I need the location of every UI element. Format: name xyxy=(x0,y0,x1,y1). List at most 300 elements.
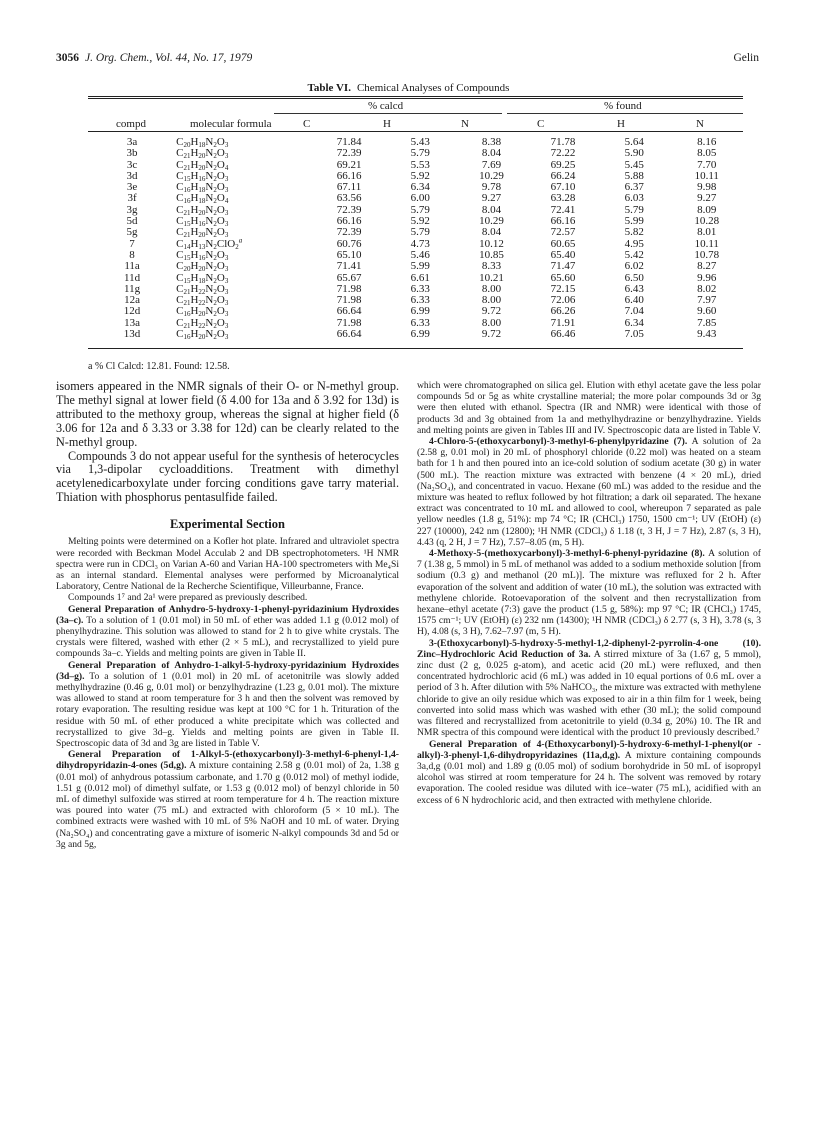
calcd-h-cell: 5.43 xyxy=(410,136,430,148)
found-c-cell: 66.16 xyxy=(550,215,576,228)
formula-element: C xyxy=(176,181,184,194)
compound-id: 3g xyxy=(126,203,138,216)
formula-element: ClO xyxy=(216,237,236,250)
formula-count: 2 xyxy=(213,220,217,229)
table-title: Chemical Analyses of Compounds xyxy=(356,82,510,94)
formula-count: 3 xyxy=(224,299,229,308)
formula-count: 15 xyxy=(183,174,191,183)
formula-count: 2 xyxy=(213,163,217,172)
formula-count: 2 xyxy=(213,321,217,330)
formula-element: N xyxy=(205,294,214,307)
formula-count: 3 xyxy=(224,220,229,229)
calcd-h-cell: 5.46 xyxy=(410,248,430,261)
paragraph: Compounds 1⁷ and 2a¹ were prepared as previously described. xyxy=(68,592,308,604)
formula-element: O xyxy=(216,226,225,239)
compound-id: 5d xyxy=(126,215,138,228)
found-c-cell: 72.06 xyxy=(550,294,576,307)
header-bottom-rule xyxy=(88,131,743,132)
formula-element: H xyxy=(190,203,199,216)
footnote-marker: a xyxy=(238,236,243,245)
formula-element: H xyxy=(190,248,199,261)
formula-element: H xyxy=(190,169,199,182)
col-header-found-c: C xyxy=(537,118,545,130)
found-n-cell: 7.85 xyxy=(697,316,717,329)
paragraph xyxy=(56,660,399,750)
formula-count: 2 xyxy=(213,141,217,149)
calcd-h-cell: 6.33 xyxy=(410,316,430,329)
table-label: Table VI. xyxy=(307,82,351,94)
compound-id: 12d xyxy=(123,305,141,318)
formula-count: 3 xyxy=(224,231,229,240)
calcd-c-cell: 71.98 xyxy=(336,316,362,329)
formula-count: 20 xyxy=(198,208,206,217)
calcd-n-cell: 9.78 xyxy=(481,181,502,194)
found-h-cell: 5.42 xyxy=(624,248,644,261)
analyses-table xyxy=(88,137,743,340)
formula-element: H xyxy=(190,305,199,318)
formula-count: 13 xyxy=(198,242,206,251)
calcd-n-cell: 9.72 xyxy=(481,305,502,318)
formula-count: 21 xyxy=(183,152,191,161)
table-top-rule-double xyxy=(88,98,743,99)
page-number: 3056 xyxy=(56,52,79,64)
formula-count: 2 xyxy=(213,276,217,285)
formula-count: 2 xyxy=(213,253,217,262)
calcd-c-cell: 72.39 xyxy=(336,147,362,160)
found-n-cell: 8.27 xyxy=(697,260,717,273)
formula-element: H xyxy=(190,226,199,239)
found-n-cell: 8.02 xyxy=(697,282,717,295)
compound-id: 11a xyxy=(124,260,140,273)
found-group-rule xyxy=(507,113,743,114)
molecular-formula xyxy=(176,329,312,340)
left-text-column xyxy=(56,380,399,850)
found-c-cell: 72.15 xyxy=(550,282,576,295)
calcd-n-cell: 8.00 xyxy=(481,316,502,329)
paragraph xyxy=(417,436,761,548)
formula-element: H xyxy=(190,237,199,250)
table-row xyxy=(88,227,743,238)
paragraph-body: A solution of 2a (2.58 g, 0.01 mol) in 20 mL of phosphoryl chloride (0.22 mol) was heated on a steam bath for 1 h and then poured into an ice-cold solution of sodium acetate (30 g) in water (500 mL). The reaction mixture was extracted with benzene (4 × 20 mL), dried (Na₂SO₄), and concentrated in vacuo. Hexane (60 mL) was added to the residue and the mixture was heated to reflux followed by hot filtration; a dark oil separated. The hexane extract was concentrated to 10 mL and allowed to cool, whereupon 7 separated as pale yellow needles (1.8 g, 51%): mp 74 °C; IR (CHCl₃) 1750, 1500 cm⁻¹; UV (EtOH) (ε) 227 (10000), 242 nm (12800); ¹H NMR (CDCl₃) δ 1.18 (t, 3 H, J = 7 Hz), 2.87 (s, 3 H), 4.43 (q, 2 H, J = 7 Hz), 7.57–8.05 (m, 5 H). xyxy=(417,436,761,548)
formula-count: 15 xyxy=(183,253,191,262)
found-h-cell: 4.95 xyxy=(624,237,644,250)
calcd-h-cell: 6.00 xyxy=(410,192,430,205)
calcd-n-cell: 8.00 xyxy=(481,282,502,295)
formula-count: 4 xyxy=(224,197,229,206)
author-name: Gelin xyxy=(733,52,759,64)
formula-element: N xyxy=(205,147,214,160)
calcd-n-cell: 10.21 xyxy=(479,271,504,284)
formula-count: 2 xyxy=(213,333,217,342)
formula-count: 2 xyxy=(213,265,217,274)
formula-count: 3 xyxy=(224,265,229,274)
formula-element: H xyxy=(190,316,199,329)
calcd-n-cell: 8.04 xyxy=(481,147,502,160)
formula-count: 2 xyxy=(213,242,217,251)
paragraph-body: To a solution of 1 (0.01 mol) in 50 mL of ether was added 1.1 g (0.012 mol) of phenylhydrazine. This solution was allowed to stand for 2 h to give white crystals. The crystals were filtered, washed with ether (2 × 5 mL), and recrystallized to yield pure compounds 3a–c. Yields and melting points are given in Table II. xyxy=(56,614,399,660)
formula-count: 3 xyxy=(224,186,229,195)
compound-id: 3e xyxy=(126,181,138,194)
found-h-cell: 6.02 xyxy=(624,260,644,273)
compound-id: 3a xyxy=(126,136,138,148)
paragraph-body: To a solution of 1 (0.01 mol) in 20 mL of acetonitrile was slowly added methylhydrazine (0.46 g, 0.01 mol) or benzylhydrazine (1.23 g, 0.01 mol). The mixture was allowed to stand at room temperature for 3 h and then the solvent was removed by rotary evaporation. The resulting residue was kept at 100 °C for 1 h. Trituration of the residue with 50 mL of ether produced a white precipitate which was collected and recrystallized to give 3d–g. Yields and melting points are given in Table II. Spectroscopic data of 3d and 3g are listed in Table V. xyxy=(56,670,399,750)
found-c-cell: 72.22 xyxy=(550,147,576,160)
calcd-h-cell: 5.53 xyxy=(410,158,430,171)
formula-count: 3 xyxy=(224,333,229,342)
table-row xyxy=(88,148,743,159)
paragraph: Melting points were determined on a Kofler hot plate. Infrared and ultraviolet spectra were recorded with Beckman Model Acculab 2 and DB spectrophotometers. ¹H NMR spectra were run in CDCl₃ on Varian A-60 and Varian HA-100 spectrometers with Me₄Si as an internal standard. Elemental analyses were performed by Microanalytical Laboratory, Centre National de la Recherche Scientifique, Villeurbanne, France. xyxy=(56,536,399,593)
formula-element: C xyxy=(176,136,184,148)
formula-count: 2 xyxy=(213,310,217,319)
calcd-c-cell: 65.67 xyxy=(336,271,362,284)
calcd-c-cell: 66.64 xyxy=(336,328,362,341)
formula-element: C xyxy=(176,316,184,329)
calcd-c-cell: 65.10 xyxy=(336,248,362,261)
formula-element: O xyxy=(216,215,225,228)
found-h-cell: 5.64 xyxy=(624,136,644,148)
paragraph-heading: General Preparation of Anhydro-5-hydroxy-1-phenyl-pyridazinium Hydroxides (3a–c). xyxy=(56,603,399,626)
calcd-c-cell: 66.16 xyxy=(336,169,362,182)
paragraph-heading: General Preparation of Anhydro-1-alkyl-5-hydroxy-pyridazinium Hydroxides (3d–g). xyxy=(56,659,399,682)
formula-element: C xyxy=(176,294,184,307)
formula-count: 2 xyxy=(213,208,217,217)
formula-element: O xyxy=(216,158,225,171)
formula-element: H xyxy=(190,271,199,284)
formula-count: 22 xyxy=(198,287,206,296)
formula-element: H xyxy=(190,260,199,273)
formula-count: 20 xyxy=(198,333,206,342)
found-c-cell: 66.26 xyxy=(550,305,576,318)
found-c-cell: 69.25 xyxy=(550,158,576,171)
journal-citation xyxy=(56,52,252,64)
calcd-c-cell: 66.64 xyxy=(336,305,362,318)
formula-element: O xyxy=(216,328,225,341)
paragraph xyxy=(56,604,399,660)
formula-count: 2 xyxy=(213,299,217,308)
compound-id: 5g xyxy=(126,226,138,239)
found-n-cell: 10.11 xyxy=(694,237,719,250)
formula-element: N xyxy=(205,237,214,250)
formula-count: 18 xyxy=(198,197,206,206)
calcd-n-cell: 8.04 xyxy=(481,203,502,216)
calcd-h-cell: 5.79 xyxy=(410,147,430,160)
formula-element: O xyxy=(216,147,225,160)
formula-element: N xyxy=(205,316,214,329)
formula-count: 20 xyxy=(198,310,206,319)
formula-count: 22 xyxy=(198,299,206,308)
paragraph-body: A mixture containing compounds 3a,d,g (0.01 mol) and 1.89 g (0.05 mol) of sodium borohydride in 50 mL of isopropyl alcohol was stirred at room temperature for 24 h. The solvent was removed by rotary evaporation. The cooled residue was diluted with ice–water (75 mL), acidified with an excess of 6 N hydrochloric acid, and then extracted with methylene chloride. xyxy=(417,749,761,806)
formula-element: O xyxy=(216,316,225,329)
calcd-n-cell: 10.85 xyxy=(479,248,504,261)
col-header-calcd-c: C xyxy=(303,118,311,130)
formula-count: 16 xyxy=(183,333,191,342)
found-c-cell: 71.91 xyxy=(550,316,576,329)
formula-count: 3 xyxy=(224,310,229,319)
col-header-calcd-h: H xyxy=(383,118,391,130)
formula-element: H xyxy=(190,158,199,171)
found-c-cell: 66.24 xyxy=(550,169,576,182)
formula-element: O xyxy=(216,282,225,295)
found-c-cell: 65.60 xyxy=(550,271,576,284)
found-h-cell: 6.43 xyxy=(624,282,644,295)
formula-element: N xyxy=(205,248,214,261)
formula-element: N xyxy=(205,226,214,239)
formula-element: C xyxy=(176,305,184,318)
compound-id: 3d xyxy=(126,169,138,182)
col-header-calcd-n: N xyxy=(461,118,469,130)
calcd-h-cell: 5.79 xyxy=(410,203,430,216)
calcd-c-cell: 72.39 xyxy=(336,226,362,239)
formula-count: 14 xyxy=(183,242,191,251)
formula-count: 15 xyxy=(183,276,191,285)
found-h-cell: 6.40 xyxy=(624,294,644,307)
formula-element: O xyxy=(216,181,225,194)
formula-count: 21 xyxy=(183,287,191,296)
found-c-cell: 71.47 xyxy=(550,260,576,273)
formula-count: 18 xyxy=(198,276,206,285)
formula-count: 18 xyxy=(198,186,206,195)
compound-id: 13a xyxy=(124,316,140,329)
compound-id: 3b xyxy=(126,147,138,160)
compound-id: 3c xyxy=(126,158,138,171)
calcd-h-cell: 6.99 xyxy=(410,305,430,318)
formula-element: C xyxy=(176,169,184,182)
formula-element: H xyxy=(190,181,199,194)
formula-count: 3 xyxy=(224,253,229,262)
calcd-h-cell: 5.92 xyxy=(410,215,430,228)
formula-count: 2 xyxy=(235,242,239,251)
calcd-n-cell: 9.27 xyxy=(481,192,502,205)
calcd-h-cell: 5.92 xyxy=(410,169,430,182)
formula-element: C xyxy=(176,260,184,273)
formula-count: 21 xyxy=(183,208,191,217)
calcd-group-rule xyxy=(274,113,502,114)
formula-element: N xyxy=(205,260,214,273)
formula-count: 22 xyxy=(198,321,206,330)
found-c-cell: 71.78 xyxy=(550,136,576,148)
calcd-c-cell: 71.84 xyxy=(336,136,362,148)
calcd-h-cell: 6.33 xyxy=(410,294,430,307)
found-n-cell: 10.28 xyxy=(694,215,720,228)
formula-count: 20 xyxy=(198,231,206,240)
paragraph-body: A solution of 7 (1.38 g, 5 mmol) in 5 mL of methanol was added to a sodium methoxide solution [from sodium (0.3 g) and methanol (20 mL)]. The mixture was refluxed for 2 h. After evaporation of the solvent and addition of water (10 mL), the solution was extracted with methylene chloride. Rotoevaporation of the solvent and then recrystallization from hexane–ethyl acetate (7:3) gave the product (1.5 g, 58%): mp 97 °C; IR (CHCl₃) 1745, 1575 cm⁻¹; UV (EtOH) (ε) 232 nm (14300); ¹H NMR (CDCl₃) δ 2.77 (s, 3 H), 3.78 (s, 3 H), 4.08 (s, 3 H), 7.62–7.97 (m, 5 H). xyxy=(417,548,761,638)
calcd-h-cell: 6.99 xyxy=(410,328,430,341)
calcd-h-cell: 6.33 xyxy=(410,282,430,295)
formula-element: H xyxy=(190,328,199,341)
formula-element: C xyxy=(176,203,184,216)
formula-element: H xyxy=(190,192,199,205)
formula-count: 2 xyxy=(213,186,217,195)
found-h-cell: 5.79 xyxy=(624,203,644,216)
calcd-n-cell: 7.69 xyxy=(481,158,502,171)
formula-count: 20 xyxy=(198,265,206,274)
calcd-h-cell: 5.99 xyxy=(410,260,430,273)
formula-count: 2 xyxy=(213,174,217,183)
compound-id: 3f xyxy=(127,192,137,205)
found-c-cell: 66.46 xyxy=(550,328,576,341)
found-h-cell: 6.37 xyxy=(624,181,644,194)
paragraph-heading: 4-Methoxy-5-(methoxycarbonyl)-3-methyl-6-phenyl-pyridazine (8). xyxy=(429,548,705,560)
paragraph-body: A mixture containing 2.58 g (0.01 mol) of 2a, 1.38 g (0.01 mol) of anhydrous potassium carbonate, and 1.70 g (0.012 mol) of methyl iodide, 1.51 g (0.012 mol) of dimethyl sulfate, or 1.53 g (0.012 mol) of benzyl chloride in 50 mL of dimethyl sulfoxide was stirred at room temperature for 4 h. The reaction mixture was poured into water (75 mL) and extracted with chloroform (5 × 10 mL). The combined extracts were washed with 10 mL of 5% NaOH and 10 mL of water. Drying (Na₂SO₄) and concentrating gave a mixture of isomeric N-alkyl compounds 3d and 5d or 3g and 5g, xyxy=(56,760,400,850)
formula-element: H xyxy=(190,215,199,228)
journal-name: J. Org. Chem., Vol. 44, No. 17, 1979 xyxy=(85,52,253,64)
formula-element: H xyxy=(190,282,199,295)
found-n-cell: 9.43 xyxy=(697,328,717,341)
found-n-cell: 9.27 xyxy=(697,192,717,205)
calcd-c-cell: 69.21 xyxy=(336,158,362,171)
formula-count: 3 xyxy=(224,141,229,149)
formula-count: 2 xyxy=(213,152,217,161)
compound-id: 11d xyxy=(124,271,141,284)
table-bottom-rule xyxy=(88,348,743,349)
formula-element: O xyxy=(216,260,225,273)
formula-count: 21 xyxy=(183,231,191,240)
paragraph xyxy=(417,638,761,739)
found-n-cell: 8.16 xyxy=(697,136,717,148)
calcd-c-cell: 60.76 xyxy=(336,237,362,250)
found-c-cell: 72.57 xyxy=(550,226,576,239)
found-h-cell: 6.50 xyxy=(624,271,644,284)
calcd-c-cell: 63.56 xyxy=(336,192,362,205)
paragraph: isomers appeared in the NMR signals of their O- or N-methyl group. The methyl signal at lower field (δ 4.00 for 13a and δ 3.92 for 13d) is attributed to the methoxy group, whereas the signal at higher field (δ 3.06 for 12a and δ 3.33 or 3.38 for 12d) can be clearly related to the N-methyl group. xyxy=(56,379,399,449)
found-n-cell: 10.78 xyxy=(694,248,720,261)
formula-count: 4 xyxy=(224,163,229,172)
found-c-cell: 60.65 xyxy=(550,237,576,250)
calcd-h-cell: 6.61 xyxy=(410,271,430,284)
formula-element: O xyxy=(216,294,225,307)
found-n-cell: 8.01 xyxy=(697,226,717,239)
formula-count: 21 xyxy=(183,299,191,308)
formula-element: N xyxy=(205,203,214,216)
paragraph xyxy=(417,548,761,638)
calcd-n-cell: 8.00 xyxy=(481,294,502,307)
formula-count: 16 xyxy=(198,253,206,262)
col-header-formula: molecular formula xyxy=(190,118,272,130)
formula-count: 16 xyxy=(183,186,191,195)
running-header xyxy=(56,52,759,68)
calcd-c-cell: 67.11 xyxy=(336,181,362,194)
formula-count: 3 xyxy=(224,208,229,217)
formula-count: 3 xyxy=(224,174,229,183)
formula-element: O xyxy=(216,136,225,148)
found-n-cell: 7.97 xyxy=(697,294,717,307)
calcd-c-cell: 71.98 xyxy=(336,294,362,307)
calcd-h-cell: 4.73 xyxy=(410,237,430,250)
compound-id: 12a xyxy=(124,294,140,307)
formula-element: C xyxy=(176,215,184,228)
formula-element: N xyxy=(205,328,214,341)
found-n-cell: 7.70 xyxy=(697,158,717,171)
paragraph xyxy=(56,749,399,850)
found-n-cell: 8.05 xyxy=(697,147,717,160)
formula-element: N xyxy=(205,169,214,182)
compound-id: 13d xyxy=(123,328,141,341)
table-row xyxy=(88,261,743,272)
found-h-cell: 5.90 xyxy=(624,147,644,160)
table-caption xyxy=(0,82,817,94)
formula-count: 20 xyxy=(183,265,191,274)
calcd-n-cell: 8.33 xyxy=(481,260,502,273)
formula-count: 16 xyxy=(183,197,191,206)
formula-count: 18 xyxy=(198,141,206,149)
formula-element: N xyxy=(205,158,214,171)
formula-element: N xyxy=(205,215,214,228)
calcd-c-cell: 71.41 xyxy=(336,260,362,273)
table-footnote: a % Cl Calcd: 12.81. Found: 12.58. xyxy=(88,361,230,372)
formula-count: 3 xyxy=(224,276,229,285)
formula-element: O xyxy=(216,203,225,216)
calcd-h-cell: 5.79 xyxy=(410,226,430,239)
calcd-c-cell: 66.16 xyxy=(336,215,362,228)
formula-count: 20 xyxy=(198,152,206,161)
formula-count: 16 xyxy=(183,310,191,319)
paragraph-heading: General Preparation of 1-Alkyl-5-(ethoxycarbonyl)-3-methyl-6-phenyl-1,4-dihydropyridazin-4-ones (5d,g). xyxy=(56,749,399,772)
paragraph xyxy=(417,739,761,806)
formula-element: C xyxy=(176,147,184,160)
formula-element: N xyxy=(205,181,214,194)
calcd-n-cell: 8.38 xyxy=(481,136,502,148)
calcd-c-cell: 71.98 xyxy=(336,282,362,295)
paragraph: which were chromatographed on silica gel. Elution with ethyl acetate gave the less polar compounds 5d or 5g as white crystalline material; the more polar compounds 3d or 3g were then eluted with ethanol. Spectra (IR and NMR) were identical with those of products 3d and 3g obtained from 1a and methylhydrazine or benzylhydrazine. Yields and melting points are given in Tables III and IV. Spectroscopic data are listed in Table V. xyxy=(417,380,761,436)
formula-element: C xyxy=(176,192,184,205)
found-c-cell: 65.40 xyxy=(550,248,576,261)
found-n-cell: 9.96 xyxy=(697,271,717,284)
formula-element: O xyxy=(216,305,225,318)
formula-element: N xyxy=(205,282,214,295)
formula-element: H xyxy=(190,136,199,148)
paragraph-heading: General Preparation of 4-(Ethoxycarbonyl)-5-hydroxy-6-methyl-1-phenyl(or -alkyl)-3-phenyl-1,6-dihydropyridazines (11a,d,g). xyxy=(417,738,761,761)
col-header-compd: compd xyxy=(116,118,146,130)
found-h-cell: 5.88 xyxy=(624,169,644,182)
found-c-cell: 72.41 xyxy=(550,203,576,216)
found-h-cell: 5.45 xyxy=(624,158,644,171)
calcd-n-cell: 10.29 xyxy=(479,169,504,182)
formula-count: 15 xyxy=(183,220,191,229)
calcd-n-cell: 10.12 xyxy=(479,237,504,250)
found-n-cell: 8.09 xyxy=(697,203,717,216)
found-n-cell: 9.98 xyxy=(697,181,717,194)
col-header-found-h: H xyxy=(617,118,625,130)
found-h-cell: 7.04 xyxy=(624,305,644,318)
found-n-cell: 9.60 xyxy=(697,305,717,318)
found-h-cell: 6.34 xyxy=(624,316,644,329)
paragraph-heading: 4-Chloro-5-(ethoxycarbonyl)-3-methyl-6-phenylpyridazine (7). xyxy=(429,436,688,448)
formula-element: N xyxy=(205,271,214,284)
right-text-column xyxy=(417,380,761,806)
paragraph-body: A stirred mixture of 3a (1.67 g, 5 mmol), zinc dust (2 g, 0.025 g-atom), and acetic acid (20 mL) were refluxed, and then concentrated hydrochloric acid (6 mL) was added in 10 equal portions of 0.6 mL over a period of 3 h. After dilution with 5% NaHCO₃, the mixture was extracted with methylene chloride to give an oily residue which was exposed to air in a thin film for 1 week, being converted into solid mass which was washed with ether (30 mL); the solid compound was filtered and recrystallized from acetonitrile to yield (0.34 g, 20%) 10. The IR and NMR spectra of this compound were identical with the product 10 previously described.⁷ xyxy=(417,648,762,739)
formula-count: 21 xyxy=(183,321,191,330)
found-h-cell: 7.05 xyxy=(624,328,644,341)
compound-id: 7 xyxy=(129,237,135,250)
formula-element: C xyxy=(176,237,184,250)
formula-element: O xyxy=(216,192,225,205)
formula-count: 3 xyxy=(224,152,229,161)
formula-count: 21 xyxy=(183,163,191,172)
formula-element: O xyxy=(216,169,225,182)
formula-element: N xyxy=(205,136,214,148)
formula-element: N xyxy=(205,192,214,205)
group-header-found: % found xyxy=(604,100,642,112)
formula-count: 20 xyxy=(183,141,191,149)
formula-element: C xyxy=(176,282,184,295)
formula-count: 2 xyxy=(213,287,217,296)
table-row xyxy=(88,329,743,340)
found-c-cell: 63.28 xyxy=(550,192,576,205)
formula-count: 2 xyxy=(213,197,217,206)
formula-element: C xyxy=(176,248,184,261)
compound-id: 11g xyxy=(124,282,141,295)
formula-count: 16 xyxy=(198,174,206,183)
